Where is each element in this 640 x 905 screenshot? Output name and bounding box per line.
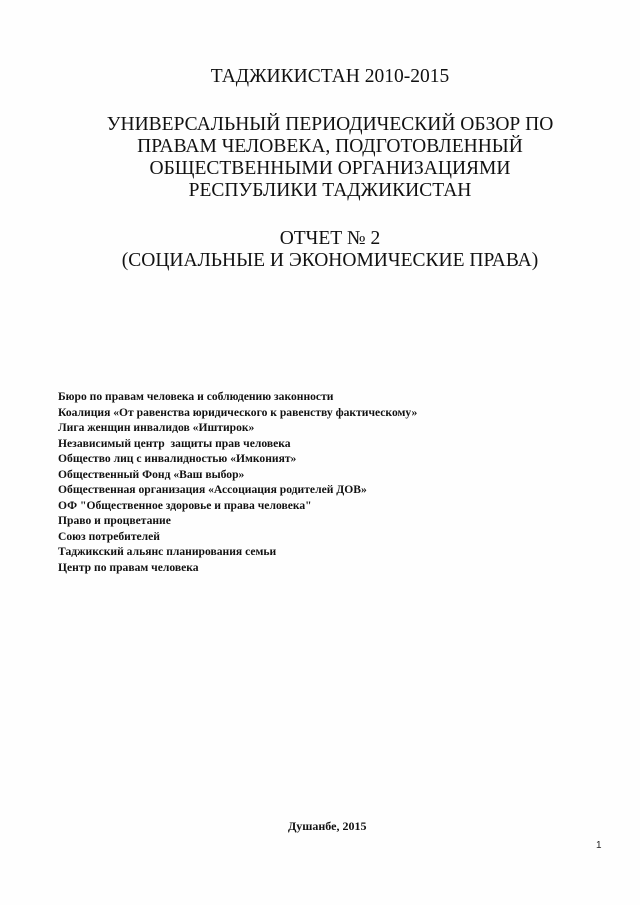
review-title — [40, 114, 620, 202]
report-title-line: ОТЧЕТ № 2 — [279, 228, 381, 249]
review-title-line: УНИВЕРСАЛЬНЫЙ ПЕРИОДИЧЕСКИЙ ОБЗОР ПО — [106, 114, 554, 135]
organization-item: Общественная организация «Ассоциация родителей ДОВ» — [58, 483, 367, 496]
report-title — [40, 228, 620, 272]
review-title-line: РЕСПУБЛИКИ ТАДЖИКИСТАН — [188, 180, 472, 201]
organization-item: Право и процветание — [58, 514, 171, 527]
review-title-line: ПРАВАМ ЧЕЛОВЕКА, ПОДГОТОВЛЕННЫЙ — [137, 136, 523, 157]
report-subtitle-line: (СОЦИАЛЬНЫЕ И ЭКОНОМИЧЕСКИЕ ПРАВА) — [121, 250, 539, 271]
review-title-line: ОБЩЕСТВЕННЫМИ ОРГАНИЗАЦИЯМИ — [149, 158, 511, 179]
organization-item: Коалиция «От равенства юридического к равенству фактическому» — [58, 405, 418, 419]
organization-item: Лига женщин инвалидов «Иштирок» — [58, 421, 255, 434]
organization-item: ОФ "Общественное здоровье и права человека" — [58, 498, 312, 512]
organization-item: Независимый центр защиты прав человека — [58, 436, 291, 450]
organizations-list — [58, 389, 417, 575]
organization-item: Союз потребителей — [58, 529, 160, 543]
country-title — [40, 66, 620, 88]
organization-item: Бюро по правам человека и соблюдению законности — [58, 390, 334, 403]
place-date: Душанбе, 2015 — [288, 819, 367, 833]
page-number: 1 — [596, 840, 602, 851]
organization-item: Таджикский альянс планирования семьи — [58, 545, 277, 558]
organization-item: Центр по правам человека — [58, 560, 199, 574]
organization-item: Общество лиц с инвалидностью «Имконият» — [58, 452, 297, 465]
organization-item: Общественный Фонд «Ваш выбор» — [58, 467, 245, 481]
country-title-text: ТАДЖИКИСТАН 2010-2015 — [210, 66, 450, 87]
